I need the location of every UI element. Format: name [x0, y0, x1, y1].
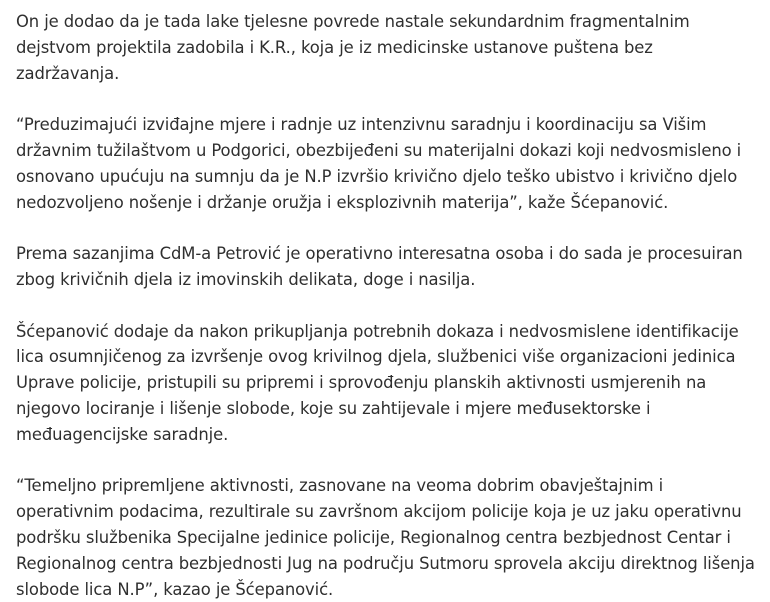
paragraph-1: On je dodao da je tada lake tjelesne povrede nastale sekundardnim fragmentalnim dejstvom projektila zadobila i K.R., koja je iz medicinske ustanove puštena bez zadržavanja. — [16, 12, 690, 83]
paragraph-2-quote: “Preduzimajući izviđajne mjere i radnje uz intenzivnu saradnju i koordinaciju sa Višim državnim tužilaštvom u Podgorici, obezbijeđeni su materijalni dokazi koji nedvosmisleno i osnovano upućuju na sumnju da je N.P izvršio krivično djelo teško ubistvo i krivično djelo nedozvoljeno nošenje i držanje oružja i eksplozivnih materija”, kaže Šćepanović. — [16, 115, 742, 212]
paragraph-4: Šćepanović dodaje da nakon prikupljanja potrebnih dokaza i nedvosmislene identifikacije lica osumnjičenog za izvršenje ovog krivilnog djela, službenici više organizacioni jedinica Uprave policije, pristupili su pripremi i sprovođenju planskih aktivnosti usmjerenih na njegovo lociranje i lišenje slobode, koje su zahtijevale i mjere međusektorske i međuagencijske saradnje. — [16, 321, 739, 444]
paragraph-5-quote: “Temeljno pripremljene aktivnosti, zasnovane na veoma dobrim obavještajnim i operativnim podacima, rezultirale su završnom akcijom policije koja je uz jaku operativnu podršku službenika Specijalne jedinice policije, Regionalnog centra bezbjednost Centar i Regionalnog centra bezbjednosti Jug na području Sutmoru sprovela akciju direktnog lišenja slobode lica N.P”, kazao je Šćepanović. — [16, 476, 755, 599]
paragraph-3: Prema sazanjima CdM-a Petrović je operativno interesatna osoba i do sada je procesuiran zbog krivičnih djela iz imovinskih delikata, doge i nasilja. — [16, 244, 743, 289]
